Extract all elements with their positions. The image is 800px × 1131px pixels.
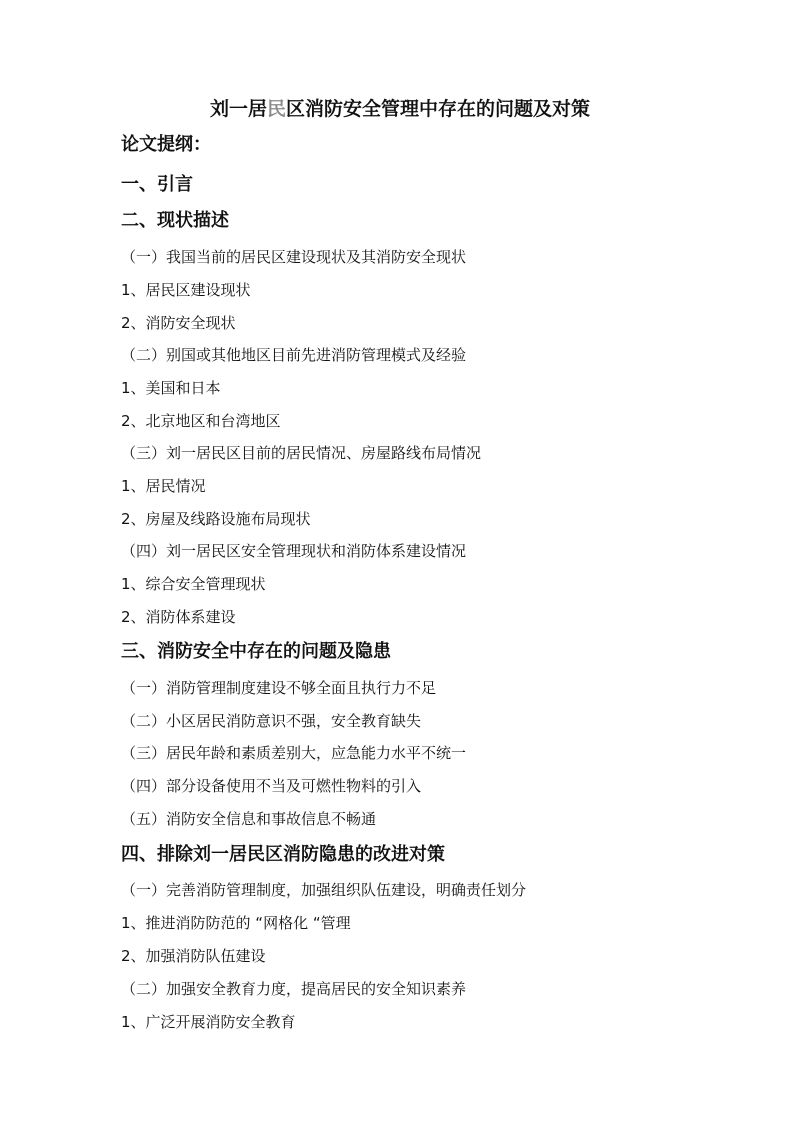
subsection-item: （二）小区居民消防意识不强，安全教育缺失 xyxy=(121,712,422,730)
title-part-3: 区消防安全管理中存在的问题及对策 xyxy=(286,98,591,120)
list-item: 1、综合安全管理现状 xyxy=(121,575,266,593)
subsection-item: （五）消防安全信息和事故信息不畅通 xyxy=(121,810,377,828)
subsection-item: （三）居民年龄和素质差别大，应急能力水平不统一 xyxy=(121,744,467,762)
list-item: 2、加强消防队伍建设 xyxy=(121,947,266,965)
list-item: 2、消防体系建设 xyxy=(121,608,236,626)
list-item: 1、推进消防防范的 “网格化 “管理 xyxy=(121,914,351,932)
subsection-item: （一）我国当前的居民区建设现状及其消防安全现状 xyxy=(121,248,467,266)
title-part-1: 刘一居 xyxy=(209,98,267,120)
section-heading-1: 一、引言 xyxy=(121,174,193,195)
list-item: 1、居民区建设现状 xyxy=(121,281,251,299)
subsection-item: （四）部分设备使用不当及可燃性物料的引入 xyxy=(121,777,422,795)
subsection-item: （一）消防管理制度建设不够全面且执行力不足 xyxy=(121,679,437,697)
subsection-item: （三）刘一居民区目前的居民情况、房屋路线布局情况 xyxy=(121,444,482,462)
section-heading-2: 二、现状描述 xyxy=(121,210,229,231)
document-title xyxy=(0,96,800,122)
outline-label: 论文提纲： xyxy=(121,134,211,155)
section-heading-4: 四、排除刘一居民区消防隐患的改进对策 xyxy=(121,844,445,865)
list-item: 2、消防安全现状 xyxy=(121,314,236,332)
subsection-item: （一）完善消防管理制度，加强组织队伍建设，明确责任划分 xyxy=(121,881,527,899)
subsection-item: （二）加强安全教育力度，提高居民的安全知识素养 xyxy=(121,980,467,998)
title-part-2: 民 xyxy=(266,98,286,120)
subsection-item: （二）别国或其他地区目前先进消防管理模式及经验 xyxy=(121,346,467,364)
list-item: 1、居民情况 xyxy=(121,477,206,495)
list-item: 2、北京地区和台湾地区 xyxy=(121,412,281,430)
list-item: 1、美国和日本 xyxy=(121,379,221,397)
list-item: 1、广泛开展消防安全教育 xyxy=(121,1013,296,1031)
subsection-item: （四）刘一居民区安全管理现状和消防体系建设情况 xyxy=(121,542,467,560)
section-heading-3: 三、消防安全中存在的问题及隐患 xyxy=(121,641,391,662)
list-item: 2、房屋及线路设施布局现状 xyxy=(121,510,311,528)
